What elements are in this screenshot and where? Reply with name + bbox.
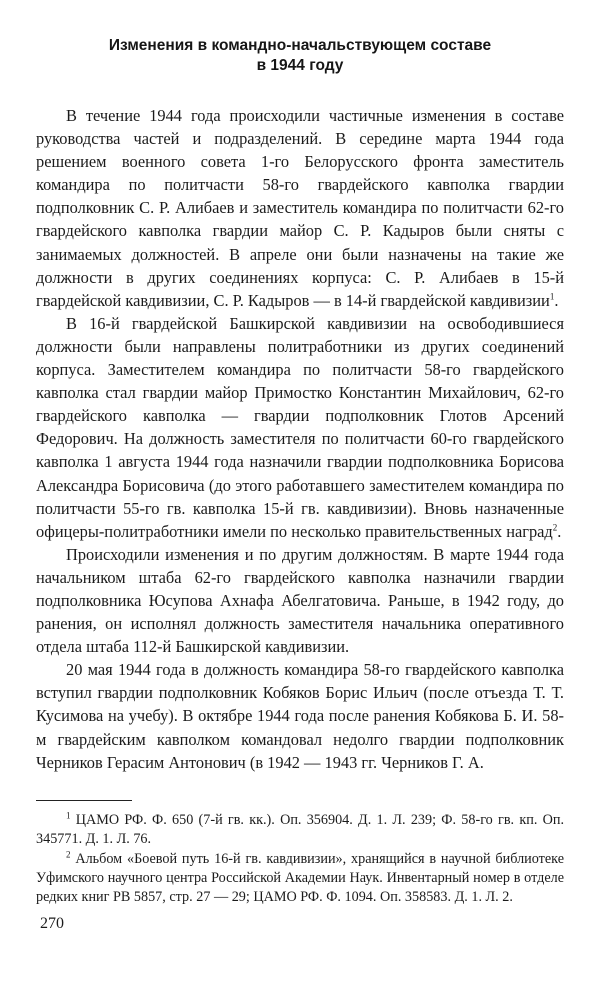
footnote-1 (36, 811, 564, 850)
paragraph-2-text: В 16-й гвардейской Башкирской кавдивизии на освободившиеся должности были направлены политработники из других соединений корпуса. Заместителем командира по политчасти 58-го гвардейского кавполка стал гвардии майор Примостко Константин Михайлович, 62-го гвардейского кавполка — гвардии подполковник Глотов Арсений Федорович. На должность заместителя по политчасти 60-го гвардейского кавполка 1 августа 1944 года назначили гвардии подполковника Борисова Александра Борисовича (до этого работавшего заместителем командира по политчасти 55-го гв. кавполка 15-й гв. кавдивизии). Вновь назначенные офицеры-политработники имели по несколько правительственных наград (36, 313, 564, 541)
paragraph-1: В течение 1944 года происходили частичные изменения в составе руководства частей и подразделений. В середине марта 1944 года решением военного совета 1-го Белорусского фронта заместитель командира по политчасти 58-го гвардейского кавполка гвардии подполковник С. Р. Алибаев и заместитель командира по политчасти 62-го гвардейского кавполка гвардии майор С. Р. Кадыров были сняты с занимаемых должностей. В апреле они были назначены на такие же должности в других соединениях корпуса: С. Р. Алибаев в 15-й гвардейской кавдивизии, С. Р. Кадыров — в 14-й гвардейской кавдивизии$^1$. (36, 106, 564, 310)
footnote-1-text: ЦАМО РФ. Ф. 650 (7-й гв. кк.). Оп. 356904. Д. 1. Л. 239; Ф. 58-го гв. кп. Оп. 345771. Д. 1. Л. 76. (36, 811, 564, 848)
paragraph-4: 20 мая 1944 года в должность командира 58-го гвардейского кавполка вступил гвардии подполковник Кобяков Борис Ильич (после отъезда Т. Т. Кусимова на учебу). В октябре 1944 года после ранения Кобякова Б. И. 58-м гвардейским кавполком командовал недолго гвардии подполковник Черников Герасим Антонович (в 1942 — 1943 гг. Черников Г. А. (36, 660, 564, 772)
footnote-mark-2: 2 (66, 848, 71, 859)
footnote-divider (36, 800, 132, 801)
footnote-ref-1: 1 (549, 291, 555, 302)
footnote-ref-2: 2 (552, 522, 558, 533)
footnote-mark-1: 1 (66, 809, 71, 820)
section-title-line-2: в 1944 году (256, 57, 344, 74)
footnotes (36, 811, 564, 908)
paragraph-1-text: В течение 1944 года происходили частичные изменения в составе руководства частей и подразделений. В середине марта 1944 года решением военного совета 1-го Белорусского фронта заместитель командира по политчасти 58-го гвардейского кавполка гвардии подполковник С. Р. Алибаев и заместитель командира по политчасти 62-го гвардейского кавполка гвардии майор С. Р. Кадыров были сняты с занимаемых должностей. В апреле они были назначены на такие же должности в других соединениях корпуса: С. Р. Алибаев в 15-й гвардейской кавдивизии, С. Р. Кадыров — в 14-й гвардейской кавдивизии (36, 106, 564, 310)
page-number: 270 (40, 915, 64, 932)
section-title (36, 36, 564, 76)
paragraph-3: Происходили изменения и по другим должностям. В марте 1944 года начальником штаба 62-го гвардейского кавполка назначили гвардии подполковника Юсупова Ахнафа Абелгатовича. Раньше, в 1942 году, до ранения, он исполнял должность заместителя начальника оперативного отдела штаба 112-й Башкирской кавдивизии. (36, 544, 564, 657)
footnote-2-text: Альбом «Боевой путь 16-й гв. кавдивизии», хранящийся в научной библиотеке Уфимского научного центра Российской Академии Наук. Инвентарный номер в отделе редких книг РВ 5857, стр. 27 — 29; ЦАМО РФ. Ф. 1094. Оп. 358583. Д. 1. Л. 2. (36, 850, 565, 906)
section-title-line-1: Изменения в командно-начальствующем составе (108, 37, 492, 54)
paragraph-2: В 16-й гвардейской Башкирской кавдивизии на освободившиеся должности были направлены политработники из других соединений корпуса. Заместителем командира по политчасти 58-го гвардейского кавполка стал гвардии майор Примостко Константин Михайлович, 62-го гвардейского кавполка — гвардии подполковник Глотов Арсений Федорович. На должность заместителя по политчасти 60-го гвардейского кавполка 1 августа 1944 года назначили гвардии подполковника Борисова Александра Борисовича (до этого работавшего заместителем командира по политчасти 55-го гв. кавполка 15-й гв. кавдивизии). Вновь назначенные офицеры-политработники имели по несколько правительственных наград$^2$. (36, 313, 564, 541)
footnote-2 (36, 850, 564, 908)
body-text (36, 104, 564, 774)
